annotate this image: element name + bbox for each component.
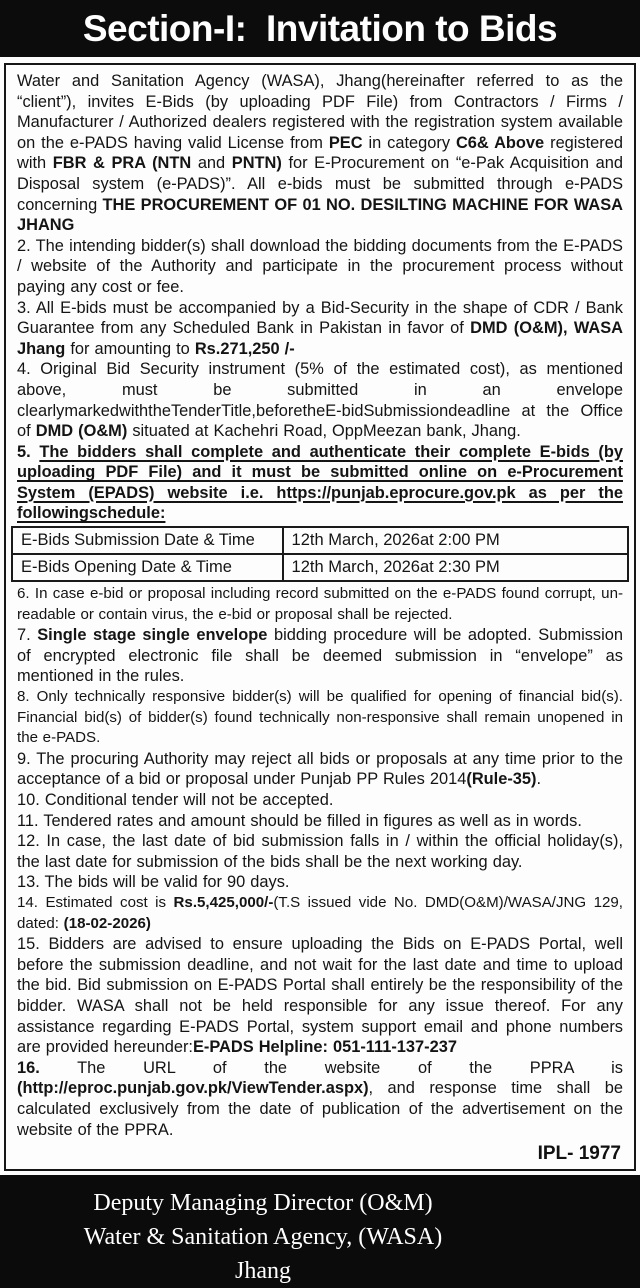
clause-13 (17, 872, 623, 893)
text-segment: E-PADS Helpline: 051-111-137-237 (192, 1038, 457, 1057)
clause-3 (17, 298, 623, 360)
text-segment: Rs.5,425,000/- (173, 893, 274, 911)
text-segment: 12. In case, the last date of bid submission falls in / within the official holiday(s), the last date for submission of the bids shall be the next working day. (17, 832, 623, 871)
schedule-value-cell: 12th March, 2026at 2:00 PM (283, 527, 628, 554)
clause-11 (17, 811, 623, 832)
text-segment: for amounting to (65, 339, 195, 358)
text-segment: C6& Above (455, 133, 545, 152)
section-title: Section-I: Invitation to Bids (82, 7, 558, 49)
text-segment: Single stage single envelope (37, 626, 268, 645)
text-segment: 9. The procuring Authority may reject all bids or proposals at any time prior to the acceptance of a bid or proposal under Punjab PP Rules 2014 (17, 749, 623, 789)
text-segment: registered with (17, 133, 623, 173)
signatory-organization: Water & Sanitation Agency, (WASA) (83, 1224, 443, 1251)
clause-6 (17, 584, 623, 625)
text-segment: DMD (O&M) (35, 422, 128, 441)
schedule-label-cell: E-Bids Submission Date & Time (12, 527, 283, 554)
clause-14 (17, 893, 623, 934)
text-segment: . (536, 770, 542, 789)
notice-body-frame (4, 63, 636, 1171)
clause-7 (17, 625, 623, 687)
signatory-title: Deputy Managing Director (O&M) (93, 1190, 433, 1217)
text-segment: The URL of the website of the PPRA is (39, 1058, 623, 1077)
schedule-table-body (12, 527, 628, 581)
text-segment: , and response time shall be calculated exclusively from the date of publication of the advertisement on the website of the PPRA. (17, 1079, 623, 1139)
schedule-row (12, 554, 628, 581)
ipl-number: IPL- 1977 (537, 1143, 621, 1165)
signature-block (0, 1175, 526, 1288)
clause-2 (17, 236, 623, 298)
schedule-row (12, 527, 628, 554)
schedule-table (11, 526, 629, 582)
text-segment: situated at Kachehri Road, OppMeezan bank, Jhang. (127, 422, 521, 441)
section-header-bar (0, 0, 640, 57)
text-segment: and (191, 154, 232, 173)
text-segment: (Rule-35) (466, 770, 537, 789)
text-segment: 6. In case e-bid or proposal including record submitted on the e-PADS found corrupt, un-readable or contain virus, the e-bid or proposal shall be rejected. (17, 585, 623, 623)
text-segment: 8. Only technically responsive bidder(s) will be qualified for opening of financial bid(s). Financial bid(s) of bidder(s) found technically non-responsive shall remain unopened in the e-PADS. (17, 688, 623, 747)
text-segment: PNTN) (231, 154, 282, 173)
text-segment: in category (362, 133, 456, 152)
text-segment: DMD (O&M), WASA Jhang (17, 319, 623, 358)
text-segment: 7. (17, 626, 38, 645)
text-segment: Water and Sanitation Agency (WASA), Jhang(hereinafter referred to as the “client”), invites E-Bids (by uploading PDF File) from Contractors / Firms / Manufacturer / Authorized dealers registered with the registration system available on the e-PADS having valid License from (17, 72, 623, 152)
text-segment: (T.S issued vide No. DMD(O&M)/WASA/JNG 129, dated: (17, 893, 623, 932)
text-segment: 16. (17, 1058, 40, 1077)
clause-intro (17, 71, 623, 236)
text-segment: The bidders shall complete and authenticate their complete E-bids (by uploading PDF File) and it must be submitted online on e-Procurement System (EPADS) website i.e. https://punjab.eprocure.gov.pk as per the followingschedule: (17, 442, 623, 523)
text-segment: (18-02-2026) (63, 914, 151, 932)
text-segment: 14. Estimated cost is (17, 893, 174, 911)
text-segment: 15. Bidders are advised to ensure uploading the Bids on E-PADS Portal, well before the submission deadline, and not wait for the last date and time to upload the bid. Bid submission on E-PADS Portal shall entirely be the responsibility of the bidder. WASA shall not be held responsible for any issue thereof. For any assistance regarding E-PADS Portal, system support email and phone numbers are provided hereunder: (17, 935, 623, 1057)
clause-12 (17, 831, 623, 872)
text-segment: PEC (328, 133, 363, 152)
clause-8 (17, 687, 623, 749)
text-segment: (http://eproc.punjab.gov.pk/ViewTender.aspx) (17, 1079, 369, 1098)
text-segment: 3. All E-bids must be accompanied by a Bid-Security in the shape of CDR / Bank Guarantee from any Scheduled Bank in Pakistan in favor of (17, 298, 623, 338)
text-segment: 2. The intending bidder(s) shall download the bidding documents from the E-PADS / website of the Authority and participate in the procurement process without paying any cost or fee. (17, 236, 623, 296)
text-segment: 10. Conditional tender will not be accepted. (17, 791, 334, 809)
schedule-value-cell: 12th March, 2026at 2:30 PM (283, 554, 628, 581)
clause-16 (17, 1058, 623, 1140)
text-segment: THE PROCUREMENT OF 01 NO. DESILTING MACHINE FOR WASA JHANG (17, 195, 623, 235)
clause-15 (17, 934, 623, 1058)
text-segment: 11. Tendered rates and amount should be filled in figures as well as in words. (17, 811, 582, 830)
text-segment: bidding procedure will be adopted. Submission of encrypted electronic file shall be deemed submission in “envelope” as mentioned in the rules. (17, 626, 624, 686)
text-segment: 4. Original Bid Security instrument (5% of the estimated cost), as mentioned above, must be submitted in an envelope clearlymarkedwiththeTenderTitle,beforetheE-bidSubmissiondeadline at the Office of (17, 360, 623, 441)
text-segment: 5. (17, 442, 40, 461)
clause-10 (17, 790, 623, 811)
clause-9 (17, 749, 623, 790)
clauses-bottom (17, 584, 623, 1140)
signatory-city: Jhang (235, 1258, 291, 1285)
text-segment: FBR & PRA (NTN (52, 154, 192, 173)
text-segment: Rs.271,250 /- (194, 339, 295, 358)
clause-5 (17, 442, 623, 524)
signature-footer-bar (0, 1175, 640, 1288)
text-segment: for E-Procurement on “e-Pak Acquisition and Disposal system (e-PADS)”. All e-bids must be submitted through e-PADS concerning (17, 154, 623, 214)
clauses-top (17, 71, 623, 524)
text-segment: 13. The bids will be valid for 90 days. (17, 873, 290, 892)
schedule-label-cell: E-Bids Opening Date & Time (12, 554, 283, 581)
clause-4 (17, 359, 623, 441)
